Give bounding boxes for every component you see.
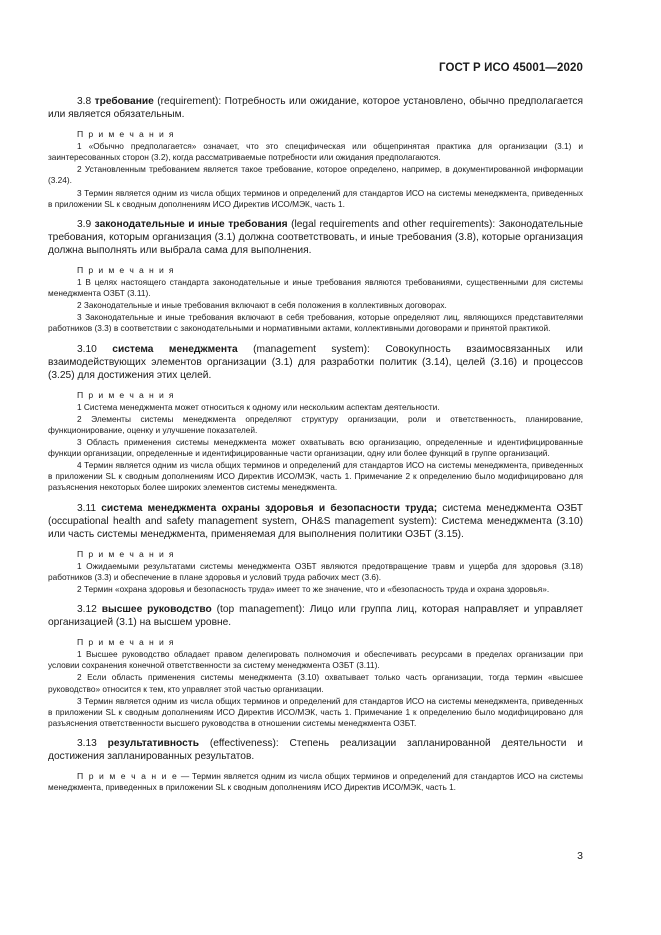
notes-3-12	[48, 637, 583, 729]
notes-title: П р и м е ч а н и я	[77, 637, 175, 648]
entry-number: 3.12	[77, 604, 97, 616]
notes-3-8	[48, 129, 583, 210]
entry-number: 3.11	[77, 502, 97, 514]
note: 1 В целях настоящего стандарта законодательные и иные требования являются требованиями, существенными для системы менеджмента ОЗБТ (3.11).	[48, 277, 583, 299]
entry-number: 3.9	[77, 218, 92, 230]
notes-3-11	[48, 549, 583, 595]
entry-definition: система менеджмента ОЗБТ (occupational health and safety management system, OH&S management system): Система менеджмента (3.10) или часть системы менеджмента, применяемая для выполнения политики ОЗБТ (3.15).	[48, 502, 583, 540]
term-entry-3-8	[48, 95, 583, 121]
note: 1 Система менеджмента может относиться к одному или нескольким аспектам деятельности.	[77, 401, 440, 412]
document-body	[48, 95, 583, 794]
term-entry-3-12	[48, 603, 583, 629]
note-text: — Термин является одним из числа общих терминов и определений для стандартов ИСО на системы менеджмента, приведенных в приложении SL к сводным дополнениям ИСО Директив ИСО/МЭК, часть 1.	[48, 771, 583, 793]
entry-definition: (effectiveness): Степень реализации запланированной деятельности и достижения запланированных результатов.	[48, 737, 583, 763]
note-3-13	[48, 771, 583, 794]
note: 2 Установленным требованием является такое требование, которое определено, например, в документированной информации (3.24).	[48, 164, 583, 186]
entry-definition: (top management): Лицо или группа лиц, которая направляет и управляет организацией (3.1) на высшем уровне.	[48, 604, 583, 629]
note: 3 Термин является одним из числа общих терминов и определений для стандартов ИСО на системы менеджмента, приведенных в приложении SL к сводным дополнениям ИСО Директив ИСО/МЭК, часть 1. Примечание 1 к определению было модифицировано для разъяснения ответственности высшего руководства в отношении системы менеджмента ОЗБТ.	[48, 695, 583, 728]
term-entry-3-9	[48, 218, 583, 257]
note: 1 Ожидаемыми результатами системы менеджмента ОЗБТ являются предотвращение травм и ущерба для здоровья (3.18) работников (3.3) и обеспечение в плане здоровья и условий труда рабочих мест (3.6).	[48, 560, 583, 582]
entry-definition: (requirement): Потребность или ожидание, которое установлено, обычно предполагается или является обязательным.	[48, 96, 583, 121]
entry-number: 3.8	[77, 96, 92, 107]
notes-title: П р и м е ч а н и я	[77, 548, 175, 559]
entry-definition: (management system): Совокупность взаимосвязанных или взаимодействующих элементов организации (3.1) для разработки политик (3.14), целей (3.16) и процессов (3.25) для достижения этих целей.	[48, 343, 583, 381]
entry-number: 3.10	[77, 343, 97, 355]
term-entry-3-11	[48, 502, 583, 541]
note: 2 Законодательные и иные требования включают в себя положения в коллективных договорах.	[77, 300, 447, 311]
entry-term: система менеджмента охраны здоровья и безопасности труда;	[101, 502, 438, 514]
note: 1 Высшее руководство обладает правом делегировать полномочия и обеспечивать ресурсами в пределах организации при условии сохранения конечной ответственности за систему менеджмента ОЗБТ (3.11).	[48, 649, 583, 671]
note: 2 Термин «охрана здоровья и безопасность труда» имеет то же значение, что и «безопасность труда и охрана здоровья».	[77, 584, 550, 594]
note: 3 Термин является одним из числа общих терминов и определений для стандартов ИСО на системы менеджмента, приведенных в приложении SL к сводным дополнениям ИСО Директив ИСО/МЭК, часть 1.	[48, 187, 583, 209]
note: 2 Элементы системы менеджмента определяют структуру организации, роли и ответственность, планирование, функционирование, оценку и улучшение показателей.	[48, 413, 583, 435]
entry-number: 3.13	[77, 737, 97, 749]
term-entry-3-13	[48, 737, 583, 763]
notes-title: П р и м е ч а н и я	[77, 129, 175, 140]
note: 2 Если область применения системы менеджмента (3.10) охватывает только часть организации, тогда термин «высшее руководство» относится к тем, кто управляет этой частью организации.	[48, 672, 583, 694]
term-entry-3-10	[48, 343, 583, 382]
entry-term: система менеджмента	[112, 343, 238, 355]
entry-term: результативность	[107, 737, 200, 749]
note-label: П р и м е ч а н и е	[77, 771, 179, 782]
notes-3-9	[48, 265, 583, 334]
note: 3 Законодательные и иные требования включают в себя требования, которые определяют лиц, являющихся представителями работников (3.3) в соответствии с законодательными и нормативными актами, коллективными договорами и принятой практикой.	[48, 312, 583, 334]
entry-term: законодательные и иные требования	[94, 218, 288, 230]
note: 1 «Обычно предполагается» означает, что это специфическая или общепринятая практика для организации (3.1) и заинтересованных сторон (3.2), когда рассматриваемые потребности или ожидания предполагаются.	[48, 141, 583, 163]
page-number: 3	[577, 850, 583, 862]
entry-term: требование	[94, 96, 154, 107]
entry-term: высшее руководство	[101, 604, 212, 616]
notes-title: П р и м е ч а н и я	[77, 265, 175, 276]
entry-definition: (legal requirements and other requirements): Законодательные требования, которым организация (3.1) должна соответствовать, и иные требования (3.8), которые организация должна выполнять или выбрала сама для выполнения.	[48, 218, 583, 256]
note: 3 Область применения системы менеджмента может охватывать всю организацию, определенные и идентифицированные функции организации, определенные и идентифицированные части организации, одну или более функций в группе организаций.	[48, 437, 583, 459]
notes-title: П р и м е ч а н и я	[77, 389, 175, 400]
notes-3-10	[48, 390, 583, 494]
document-header: ГОСТ Р ИСО 45001—2020	[438, 62, 583, 74]
note: 4 Термин является одним из числа общих терминов и определений для стандартов ИСО на системы менеджмента, приведенных в приложении SL к сводным дополнениям ИСО Директив ИСО/МЭК, часть 1. Примечание 2 к определению было модифицировано для разъяснения некоторых более широких элементов системы менеджмента.	[48, 460, 583, 493]
